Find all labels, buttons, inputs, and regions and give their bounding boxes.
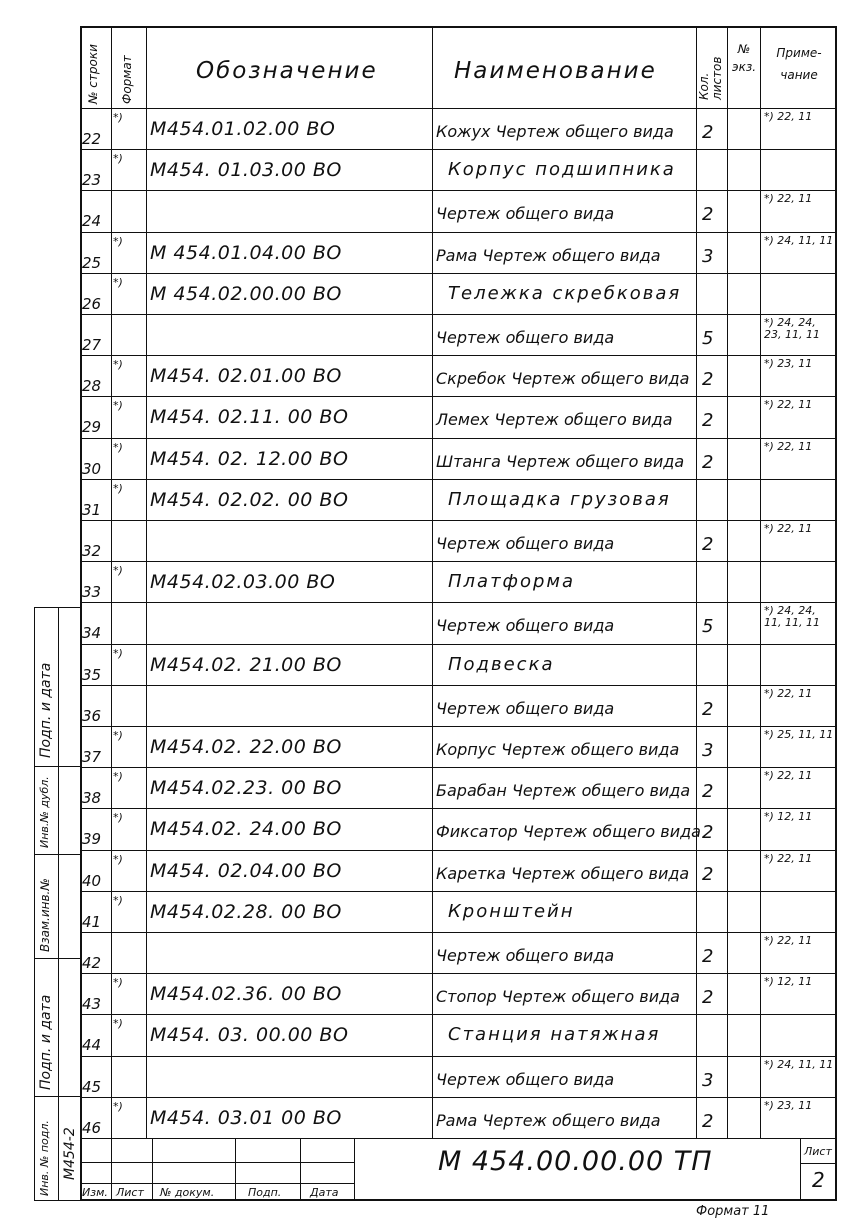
row-name: Штанга Чертеж общего вида [436,451,685,471]
row-format-mark: *) [113,399,123,413]
row-designation: M 454.02.00.00 ВО [150,282,342,305]
row-designation: M454.02.03.00 ВО [150,571,336,594]
row-line-number: 43 [82,995,102,1014]
row-note: *) 22, 11 [764,439,813,453]
row-divider [80,149,837,150]
row-format-mark: *) [113,111,123,124]
row-line-number: 35 [82,665,102,684]
row-sheet-count: 3 [702,1069,714,1091]
row-line-number: 31 [82,500,102,519]
row-sheet-count: 5 [702,328,714,349]
row-line-number: 38 [82,789,102,808]
row-designation: M454.02.23. 00 ВО [150,777,342,800]
row-note: *) 12, 11 [764,810,813,824]
row-designation: M454.02.28. 00 ВО [150,900,342,923]
tb-list: Лист [116,1186,144,1199]
row-name: Чертеж общего вида [436,946,615,965]
tb-v1 [111,1138,112,1201]
row-note: *) 24, 24, 11, 11, 11 [764,604,820,630]
row-name: Чертеж общего вида [436,534,615,553]
row-note: *) 22, 11 [764,769,813,783]
tb-sheet-label: Лист [804,1145,832,1158]
side-podp-data-2: Подп. и дата [38,994,54,1090]
row-name: Чертеж общего вида [436,1069,615,1089]
side-h4 [34,1096,81,1097]
side-h1 [34,766,81,767]
row-divider [80,973,837,974]
row-format-mark: *) [113,358,123,372]
row-sheet-count: 2 [702,204,714,226]
row-divider [80,767,837,768]
tb-sheet-line [800,1163,837,1164]
row-note: *) 24, 24, 23, 11, 11 [764,316,820,341]
col-line-5 [727,26,728,1138]
row-name: Кожух Чертеж общего вида [436,122,674,141]
row-designation: M 454.01.04.00 ВО [150,241,342,264]
side-inv-value: M454-2 [62,1127,78,1180]
row-divider [80,232,837,233]
row-sheet-count: 2 [702,863,714,885]
row-divider [80,479,837,480]
title-block-mid-2 [80,1183,354,1184]
row-name: Барабан Чертеж общего вида [436,781,691,801]
side-vzam-inv: Взам.инв.№ [38,878,52,952]
row-line-number: 25 [82,253,102,272]
row-line-number: 44 [82,1036,102,1055]
row-format-mark: *) [113,440,123,454]
row-note: *) 25, 11, 11 [764,728,834,741]
row-line-number: 24 [82,212,102,231]
row-divider [80,396,837,397]
row-sheet-count: 2 [702,410,714,432]
row-line-number: 41 [82,912,102,931]
row-note: *) 22, 11 [764,686,813,700]
tb-data: Дата [310,1186,339,1199]
row-divider [80,561,837,562]
col-line-3 [432,26,433,1138]
row-line-number: 34 [82,624,102,643]
row-divider [80,602,837,603]
row-line-number: 37 [82,748,102,766]
row-note: *) 22, 11 [764,192,813,206]
tb-v2 [152,1138,153,1201]
row-divider [80,1014,837,1015]
row-line-number: 30 [82,459,102,478]
col-line-2 [146,26,147,1138]
row-designation: M454. 02.11. 00 ВО [150,406,349,429]
row-sheet-count: 2 [702,451,714,473]
title-block-mid-1 [80,1162,354,1163]
row-format-mark: *) [113,770,123,784]
side-inv-podl: Инв. № подл. [38,1120,51,1196]
row-divider [80,190,837,191]
row-format-mark: *) [113,1017,123,1031]
row-designation: M454.02. 22.00 ВО [150,736,342,758]
row-line-number: 45 [82,1077,102,1096]
row-designation: M454. 02. 12.00 ВО [150,447,349,470]
row-divider [80,808,837,809]
row-note: *) 24, 11, 11 [764,233,834,247]
row-note: *) 24, 11, 11 [764,1057,834,1071]
header-copy-no: № экз. [731,42,757,74]
side-v [58,607,59,1201]
row-name: Фиксатор Чертеж общего вида [436,822,701,842]
side-inv-dubl: Инв.№ дубл. [38,776,51,848]
row-divider [80,1056,837,1057]
row-name: Кронштейн [448,900,575,922]
col-line-6 [760,26,761,1138]
tb-sheet-no: 2 [812,1168,825,1192]
row-divider [80,1097,837,1098]
row-divider [80,850,837,851]
header-bottom-line [80,108,837,109]
row-name: Корпус подшипника [448,159,676,181]
row-format-mark: *) [113,852,123,866]
row-name: Рама Чертеж общего вида [436,245,661,265]
row-format-mark: *) [113,646,123,660]
row-name: Чертеж общего вида [436,698,615,718]
row-sheet-count: 2 [702,534,714,555]
tb-v3 [235,1138,236,1201]
row-designation: M454. 02.01.00 ВО [150,365,342,388]
side-h2 [34,854,81,855]
row-format-mark: *) [113,275,123,289]
row-sheet-count: 2 [702,122,714,143]
row-sheet-count: 3 [702,245,714,267]
row-line-number: 36 [82,706,102,725]
header-note: Приме-чание [776,46,822,82]
row-note: *) 22, 11 [764,522,813,535]
col-line-1 [111,26,112,1138]
row-divider [80,355,837,356]
tb-format: Формат 11 [696,1204,770,1219]
row-divider [80,314,837,315]
row-sheet-count: 2 [702,369,714,391]
row-format-mark: *) [113,564,123,578]
row-line-number: 27 [82,336,102,354]
row-line-number: 39 [82,830,102,849]
row-sheet-count: 2 [702,946,714,967]
tb-doc-no: № докум. [160,1186,215,1199]
row-format-mark: *) [113,152,123,166]
row-designation: M454.02. 24.00 ВО [150,818,342,841]
tb-podp: Подп. [248,1186,282,1199]
row-designation: M454. 01.03.00 ВО [150,159,342,182]
row-designation: M454. 03. 00.00 ВО [150,1024,349,1047]
row-name: Платформа [448,571,575,593]
row-name: Станция натяжная [448,1024,661,1046]
header-line-no: № строки [86,44,100,104]
row-line-number: 29 [82,418,102,437]
row-format-mark: *) [113,729,123,742]
tb-doc-code: M 454.00.00.00 ТП [438,1146,713,1177]
header-format: Формат [120,55,134,104]
row-name: Чертеж общего вида [436,204,615,224]
row-divider [80,644,837,645]
col-line-4 [696,26,697,1138]
row-format-mark: *) [113,234,123,248]
row-name: Стопор Чертеж общего вида [436,987,680,1007]
row-name: Чертеж общего вида [436,616,615,636]
row-line-number: 33 [82,583,102,602]
tb-v6 [800,1138,801,1201]
side-podp-data-1: Подп. и дата [38,662,54,758]
row-sheet-count: 2 [702,987,714,1009]
row-designation: M454.02.36. 00 ВО [150,983,342,1006]
title-block-top [80,1138,837,1139]
row-format-mark: *) [113,1099,123,1113]
tb-v4 [300,1138,301,1201]
row-line-number: 42 [82,954,102,972]
row-designation: M454. 02.04.00 ВО [150,859,342,882]
row-designation: M454.02. 21.00 ВО [150,653,342,676]
row-divider [80,438,837,439]
row-name: Скребок Чертеж общего вида [436,369,690,389]
row-note: *) 12, 11 [764,975,813,989]
row-sheet-count: 3 [702,740,714,761]
row-format-mark: *) [113,893,123,907]
tb-izm: Изм. [82,1186,108,1199]
row-designation: M454. 02.02. 00 ВО [150,488,349,511]
row-note: *) 22, 11 [764,398,813,412]
row-line-number: 26 [82,294,102,313]
row-name: Подвеска [448,653,555,675]
row-name: Чертеж общего вида [436,328,615,347]
row-name: Рама Чертеж общего вида [436,1110,661,1130]
row-line-number: 28 [82,377,102,396]
row-sheet-count: 2 [702,822,714,844]
row-format-mark: *) [113,976,123,990]
row-note: *) 23, 11 [764,1098,813,1112]
row-note: *) 22, 11 [764,934,813,947]
row-divider [80,273,837,274]
header-name: Наименование [454,58,657,84]
header-sheets: Кол. листов [697,56,724,100]
row-designation: M454. 03.01 00 ВО [150,1106,342,1129]
row-format-mark: *) [113,811,123,825]
row-note: *) 22, 11 [764,851,813,865]
row-sheet-count: 5 [702,616,714,638]
row-divider [80,520,837,521]
tb-v5 [354,1138,355,1201]
row-divider [80,726,837,727]
row-line-number: 23 [82,171,102,190]
row-format-mark: *) [113,481,123,495]
side-h3 [34,958,81,959]
row-designation: M454.01.02.00 ВО [150,118,336,140]
row-sheet-count: 2 [702,781,714,803]
row-name: Корпус Чертеж общего вида [436,740,680,759]
row-note: *) 23, 11 [764,357,813,371]
row-line-number: 46 [82,1118,102,1137]
row-divider [80,685,837,686]
row-sheet-count: 2 [702,1110,714,1132]
row-divider [80,891,837,892]
header-designation: Обозначение [196,58,378,84]
row-divider [80,932,837,933]
row-note: *) 22, 11 [764,110,813,123]
row-line-number: 40 [82,871,102,890]
row-line-number: 32 [82,542,102,560]
row-sheet-count: 2 [702,698,714,720]
row-name: Лемех Чертеж общего вида [436,410,673,430]
row-name: Тележка скребковая [448,282,682,304]
row-name: Каретка Чертеж общего вида [436,863,690,883]
row-line-number: 22 [82,130,102,148]
row-name: Площадка грузовая [448,488,671,510]
